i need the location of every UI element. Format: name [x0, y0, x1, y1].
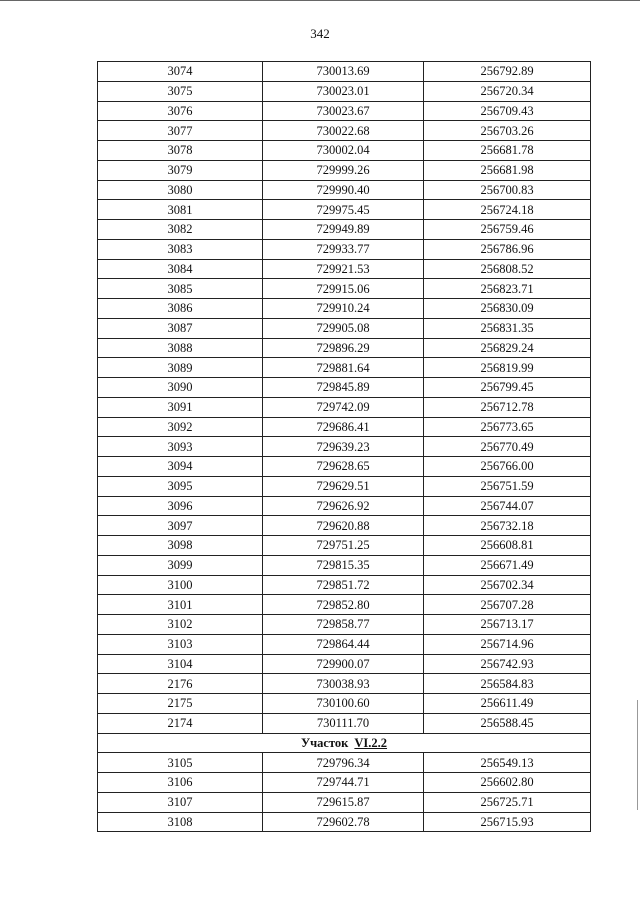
x-coordinate-cell: 729915.06	[263, 279, 424, 299]
x-coordinate-cell: 729990.40	[263, 180, 424, 200]
y-coordinate-cell: 256681.78	[424, 141, 591, 161]
coordinates-table	[97, 61, 591, 832]
table-row	[98, 259, 591, 279]
section-id: VI.2.2	[354, 735, 388, 750]
table-row	[98, 595, 591, 615]
x-coordinate-cell: 729999.26	[263, 160, 424, 180]
table-row	[98, 654, 591, 674]
point-number-cell: 3106	[98, 773, 263, 793]
point-number-cell: 2176	[98, 674, 263, 694]
point-number-cell: 3100	[98, 575, 263, 595]
x-coordinate-cell: 729881.64	[263, 358, 424, 378]
point-number-cell: 3076	[98, 101, 263, 121]
x-coordinate-cell: 730022.68	[263, 121, 424, 141]
point-number-cell: 3074	[98, 62, 263, 82]
point-number-cell: 3104	[98, 654, 263, 674]
y-coordinate-cell: 256712.78	[424, 397, 591, 417]
y-coordinate-cell: 256808.52	[424, 259, 591, 279]
x-coordinate-cell: 729851.72	[263, 575, 424, 595]
y-coordinate-cell: 256702.34	[424, 575, 591, 595]
y-coordinate-cell: 256715.93	[424, 812, 591, 832]
x-coordinate-cell: 729949.89	[263, 220, 424, 240]
table-row	[98, 279, 591, 299]
table-row	[98, 299, 591, 319]
table-row	[98, 397, 591, 417]
point-number-cell: 3093	[98, 437, 263, 457]
point-number-cell: 3083	[98, 239, 263, 259]
table-row	[98, 792, 591, 812]
y-coordinate-cell: 256742.93	[424, 654, 591, 674]
table-row	[98, 141, 591, 161]
point-number-cell: 3097	[98, 516, 263, 536]
y-coordinate-cell: 256588.45	[424, 713, 591, 733]
table-row	[98, 634, 591, 654]
page-number: 342	[310, 26, 330, 41]
point-number-cell: 3084	[98, 259, 263, 279]
point-number-cell: 3108	[98, 812, 263, 832]
x-coordinate-cell: 729858.77	[263, 615, 424, 635]
y-coordinate-cell: 256819.99	[424, 358, 591, 378]
x-coordinate-cell: 729686.41	[263, 417, 424, 437]
y-coordinate-cell: 256703.26	[424, 121, 591, 141]
point-number-cell: 3099	[98, 555, 263, 575]
y-coordinate-cell: 256830.09	[424, 299, 591, 319]
y-coordinate-cell: 256611.49	[424, 694, 591, 714]
point-number-cell: 3079	[98, 160, 263, 180]
table-row	[98, 318, 591, 338]
y-coordinate-cell: 256709.43	[424, 101, 591, 121]
point-number-cell: 3085	[98, 279, 263, 299]
scan-edge	[637, 700, 638, 810]
x-coordinate-cell: 729626.92	[263, 496, 424, 516]
x-coordinate-cell: 729896.29	[263, 338, 424, 358]
table-row	[98, 694, 591, 714]
y-coordinate-cell: 256786.96	[424, 239, 591, 259]
y-coordinate-cell: 256823.71	[424, 279, 591, 299]
point-number-cell: 3080	[98, 180, 263, 200]
table-row	[98, 773, 591, 793]
x-coordinate-cell: 730100.60	[263, 694, 424, 714]
x-coordinate-cell: 729639.23	[263, 437, 424, 457]
y-coordinate-cell: 256744.07	[424, 496, 591, 516]
y-coordinate-cell: 256770.49	[424, 437, 591, 457]
x-coordinate-cell: 729615.87	[263, 792, 424, 812]
y-coordinate-cell: 256584.83	[424, 674, 591, 694]
table-row	[98, 200, 591, 220]
section-label: Участок	[300, 735, 349, 750]
y-coordinate-cell: 256602.80	[424, 773, 591, 793]
x-coordinate-cell: 729620.88	[263, 516, 424, 536]
x-coordinate-cell: 729744.71	[263, 773, 424, 793]
x-coordinate-cell: 730023.01	[263, 81, 424, 101]
x-coordinate-cell: 730038.93	[263, 674, 424, 694]
table-row	[98, 338, 591, 358]
y-coordinate-cell: 256751.59	[424, 476, 591, 496]
point-number-cell: 3090	[98, 378, 263, 398]
point-number-cell: 3087	[98, 318, 263, 338]
point-number-cell: 3107	[98, 792, 263, 812]
table-row	[98, 536, 591, 556]
top-rule	[0, 0, 640, 1]
y-coordinate-cell: 256831.35	[424, 318, 591, 338]
point-number-cell: 3088	[98, 338, 263, 358]
y-coordinate-cell: 256549.13	[424, 753, 591, 773]
x-coordinate-cell: 730023.67	[263, 101, 424, 121]
x-coordinate-cell: 729751.25	[263, 536, 424, 556]
x-coordinate-cell: 729815.35	[263, 555, 424, 575]
section-header	[98, 733, 591, 753]
x-coordinate-cell: 729975.45	[263, 200, 424, 220]
table-row	[98, 812, 591, 832]
point-number-cell: 3103	[98, 634, 263, 654]
table-row	[98, 555, 591, 575]
table-row	[98, 713, 591, 733]
y-coordinate-cell: 256700.83	[424, 180, 591, 200]
table-row	[98, 457, 591, 477]
table-row	[98, 101, 591, 121]
point-number-cell: 3101	[98, 595, 263, 615]
table-body-a	[98, 62, 591, 734]
x-coordinate-cell: 729796.34	[263, 753, 424, 773]
point-number-cell: 3105	[98, 753, 263, 773]
x-coordinate-cell: 729845.89	[263, 378, 424, 398]
y-coordinate-cell: 256792.89	[424, 62, 591, 82]
table-row	[98, 378, 591, 398]
point-number-cell: 3089	[98, 358, 263, 378]
table-row	[98, 437, 591, 457]
table-row	[98, 62, 591, 82]
y-coordinate-cell: 256732.18	[424, 516, 591, 536]
table-row	[98, 358, 591, 378]
x-coordinate-cell: 729602.78	[263, 812, 424, 832]
x-coordinate-cell: 729742.09	[263, 397, 424, 417]
table-row	[98, 417, 591, 437]
x-coordinate-cell: 729905.08	[263, 318, 424, 338]
y-coordinate-cell: 256713.17	[424, 615, 591, 635]
x-coordinate-cell: 729864.44	[263, 634, 424, 654]
x-coordinate-cell: 729628.65	[263, 457, 424, 477]
point-number-cell: 3102	[98, 615, 263, 635]
y-coordinate-cell: 256799.45	[424, 378, 591, 398]
point-number-cell: 3082	[98, 220, 263, 240]
table-row	[98, 674, 591, 694]
point-number-cell: 3075	[98, 81, 263, 101]
section-row	[98, 733, 591, 753]
table-row	[98, 81, 591, 101]
x-coordinate-cell: 729852.80	[263, 595, 424, 615]
table-row	[98, 180, 591, 200]
table-row	[98, 575, 591, 595]
table-row	[98, 615, 591, 635]
point-number-cell: 3091	[98, 397, 263, 417]
table-body-b	[98, 753, 591, 832]
table-row	[98, 516, 591, 536]
y-coordinate-cell: 256766.00	[424, 457, 591, 477]
table-row	[98, 160, 591, 180]
point-number-cell: 3095	[98, 476, 263, 496]
y-coordinate-cell: 256724.18	[424, 200, 591, 220]
table-row	[98, 121, 591, 141]
x-coordinate-cell: 730002.04	[263, 141, 424, 161]
point-number-cell: 3086	[98, 299, 263, 319]
y-coordinate-cell: 256714.96	[424, 634, 591, 654]
y-coordinate-cell: 256707.28	[424, 595, 591, 615]
point-number-cell: 2175	[98, 694, 263, 714]
x-coordinate-cell: 729921.53	[263, 259, 424, 279]
table-row	[98, 753, 591, 773]
section-header-body	[98, 733, 591, 753]
point-number-cell: 3077	[98, 121, 263, 141]
table-row	[98, 496, 591, 516]
point-number-cell: 3094	[98, 457, 263, 477]
y-coordinate-cell: 256773.65	[424, 417, 591, 437]
x-coordinate-cell: 729900.07	[263, 654, 424, 674]
point-number-cell: 3096	[98, 496, 263, 516]
table-row	[98, 220, 591, 240]
point-number-cell: 2174	[98, 713, 263, 733]
table-row	[98, 476, 591, 496]
y-coordinate-cell: 256725.71	[424, 792, 591, 812]
point-number-cell: 3081	[98, 200, 263, 220]
point-number-cell: 3098	[98, 536, 263, 556]
x-coordinate-cell: 729629.51	[263, 476, 424, 496]
point-number-cell: 3092	[98, 417, 263, 437]
y-coordinate-cell: 256759.46	[424, 220, 591, 240]
y-coordinate-cell: 256829.24	[424, 338, 591, 358]
x-coordinate-cell: 730111.70	[263, 713, 424, 733]
y-coordinate-cell: 256681.98	[424, 160, 591, 180]
x-coordinate-cell: 730013.69	[263, 62, 424, 82]
point-number-cell: 3078	[98, 141, 263, 161]
x-coordinate-cell: 729933.77	[263, 239, 424, 259]
y-coordinate-cell: 256608.81	[424, 536, 591, 556]
x-coordinate-cell: 729910.24	[263, 299, 424, 319]
table-row	[98, 239, 591, 259]
y-coordinate-cell: 256671.49	[424, 555, 591, 575]
y-coordinate-cell: 256720.34	[424, 81, 591, 101]
